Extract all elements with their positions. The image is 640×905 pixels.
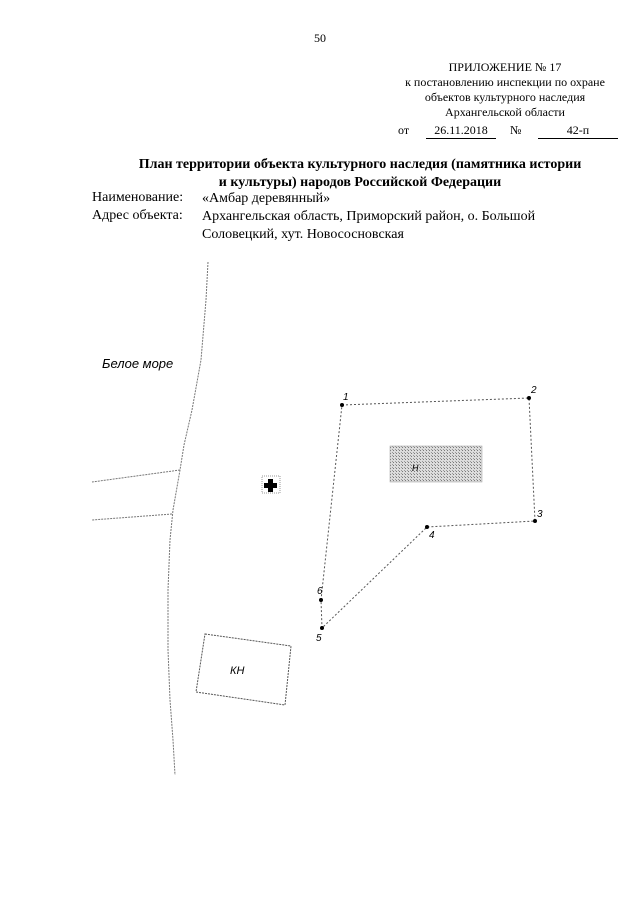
- kn-label: КН: [230, 665, 245, 677]
- address-line-2: Соловецкий, хут. Новососновская: [202, 227, 404, 242]
- address-label: Адрес объекта:: [92, 208, 183, 223]
- point-marker-4: [425, 525, 429, 529]
- coastline: [168, 262, 208, 775]
- appendix-line-1: к постановлению инспекции по охране: [405, 75, 605, 89]
- appendix-line-2: объектов культурного наследия: [424, 90, 586, 104]
- appendix-title: ПРИЛОЖЕНИЕ № 17: [448, 60, 562, 74]
- title-line-1: План территории объекта культурного наследия (памятника истории: [138, 157, 582, 172]
- road-line-upper: [92, 470, 180, 482]
- chapel-cross-icon: [262, 476, 280, 493]
- boundary-points: [319, 396, 537, 630]
- title-line-2: и культуры) народов Российской Федерации: [218, 175, 502, 190]
- building-label: Н: [412, 463, 419, 473]
- name-value: «Амбар деревянный»: [202, 191, 331, 206]
- territory-boundary: [321, 398, 535, 628]
- name-label: Наименование:: [92, 190, 184, 205]
- order-date: 26.11.2018: [426, 123, 496, 139]
- point-marker-2: [527, 396, 531, 400]
- point-marker-6: [319, 598, 323, 602]
- point-label-5: 5: [316, 633, 322, 644]
- number-label: №: [510, 123, 522, 137]
- point-label-6: 6: [317, 586, 323, 597]
- page-number: 50: [314, 31, 326, 45]
- order-number: 42-п: [538, 123, 618, 139]
- monument-building: [390, 446, 482, 482]
- address-line-1: Архангельская область, Приморский район, о. Большой: [202, 209, 536, 224]
- road-line-lower: [92, 514, 172, 520]
- point-label-4: 4: [429, 530, 435, 541]
- point-label-1: 1: [343, 392, 349, 403]
- point-label-3: 3: [537, 509, 543, 520]
- from-label: от: [398, 123, 410, 137]
- point-label-2: 2: [531, 385, 537, 396]
- sea-label: Белое море: [102, 356, 174, 371]
- point-marker-5: [320, 626, 324, 630]
- appendix-line-3: Архангельской области: [445, 105, 565, 119]
- point-marker-1: [340, 403, 344, 407]
